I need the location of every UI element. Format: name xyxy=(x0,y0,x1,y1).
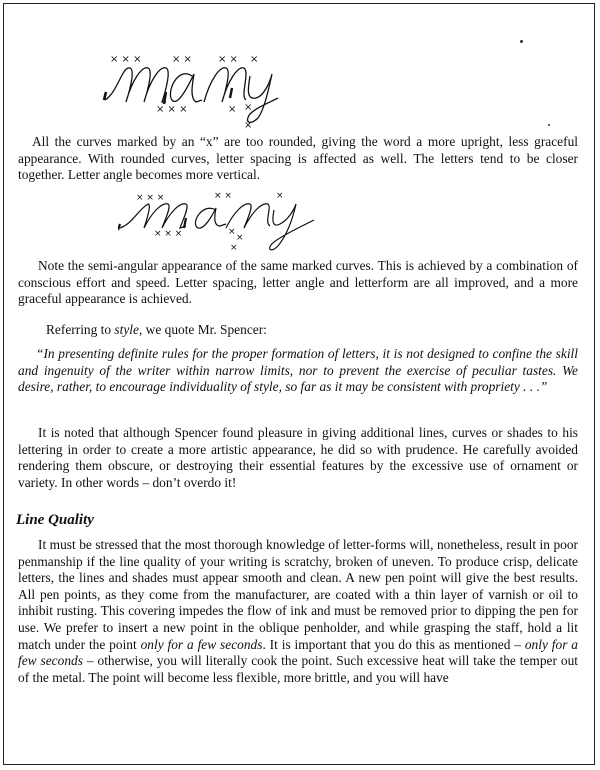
handwriting-sample-rounded xyxy=(100,52,290,134)
svg-text:×: × xyxy=(244,102,253,113)
paragraph-line-quality xyxy=(18,537,578,686)
svg-text:× × ×: × × × xyxy=(154,229,183,239)
line-quality-part-c: – otherwise, you will literally cook the point. Such excessive heat will take the temper out of the metal. The point will become less flexible, more brittle, and you will have xyxy=(18,653,578,685)
style-intro-post: , we quote Mr. Spencer: xyxy=(138,322,267,337)
section-heading-line-quality: Line Quality xyxy=(16,512,94,528)
svg-text:×: × xyxy=(250,54,259,65)
line-quality-part-a: It must be stressed that the most thorough knowledge of letter-forms will, nonetheless, result in poor penmanship if the line quality of your writing is scratchy, broken of uneven. To produce crisp, delicate letters, the lines and shades must appear smooth and clean. A new pen point will give the best results. All pen points, as they come from the manufacturer, are coated with a thin layer of varnish or oil to inhibit rusting. This covering impedes the flow of ink and must be removed prior to dipping the pen for use. We prefer to insert a new point in the oblique penholder, and while grasping the staff, hold a lit match under the point xyxy=(18,537,578,652)
line-quality-part-b: . It is important that you do this as mentioned – xyxy=(262,636,525,652)
svg-text:×: × xyxy=(236,233,244,243)
svg-text:× × ×: × × × xyxy=(156,104,188,115)
svg-text:×: × xyxy=(230,243,238,253)
paragraph-angular: Note the semi-angular appearance of the same marked curves. This is achieved by a combination of conscious effort and speed. Letter spacing, letter angle and letterform are all improved, and a more graceful appearance is achieved. xyxy=(18,258,578,307)
scan-speck xyxy=(548,124,550,126)
scan-speck xyxy=(520,40,523,43)
paragraph-prudence: It is noted that although Spencer found pleasure in giving additional lines, curves or shades to his lettering in order to create a more artistic appearance, he did so with prudence. He carefully avoided rendering them obscure, or destroying their essential features by the excessive use of ornament or variety. In other words – don’t overdo it! xyxy=(18,425,578,490)
svg-text:× ×: × × xyxy=(172,54,192,65)
paragraph-rounded: All the curves marked by an “x” are too rounded, giving the word a more upright, less graceful appearance. With rounded curves, letter spacing is affected as well. The letters tend to be closer together. Letter angle becomes more vertical. xyxy=(18,134,578,183)
style-intro-pre: Referring to xyxy=(46,322,115,337)
svg-text:× ×: × × xyxy=(214,191,232,201)
svg-text:×: × xyxy=(228,104,237,115)
handwriting-sample-angular xyxy=(118,190,318,256)
svg-text:× ×: × × xyxy=(218,54,238,65)
svg-text:×: × xyxy=(228,227,236,237)
paragraph-style-intro xyxy=(18,322,578,339)
svg-text:×: × xyxy=(244,120,253,131)
svg-text:×: × xyxy=(276,191,284,201)
line-quality-emphasis-2: only for a few seconds xyxy=(18,636,578,669)
spencer-quote: “In presenting definite rules for the proper formation of letters, it is not designed to confine the skill and ingenuity of the writer within narrow limits, nor to prevent the exercise of peculiar tastes. We desire, rather, to encourage individuality of style, so far as it may be consistent with propriety . . .” xyxy=(18,346,578,395)
svg-text:× × ×: × × × xyxy=(110,54,142,65)
svg-text:× × ×: × × × xyxy=(136,193,165,203)
line-quality-emphasis-1: only for a few seconds xyxy=(140,636,263,652)
style-intro-emphasis: style xyxy=(114,322,139,337)
